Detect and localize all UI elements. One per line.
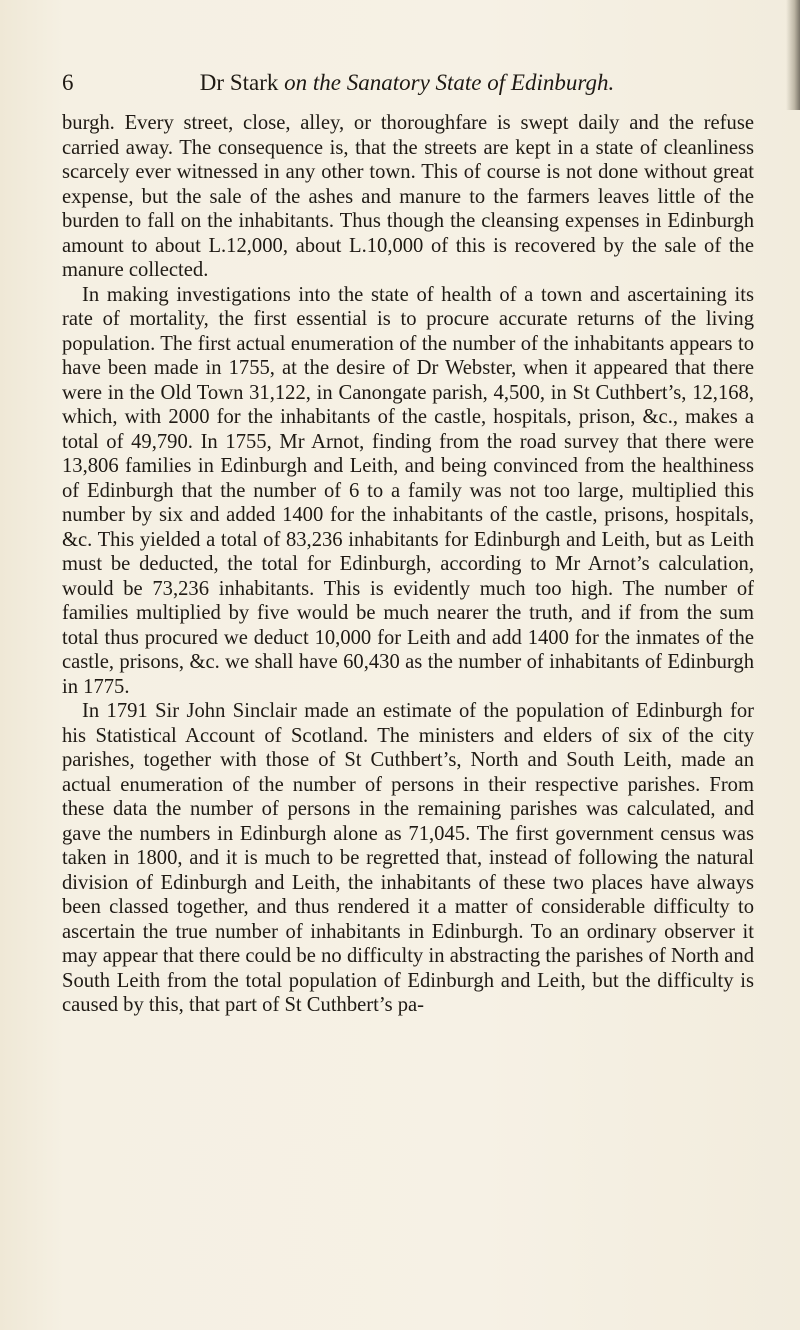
running-title — [62, 70, 752, 96]
running-header — [62, 64, 752, 104]
page-edge-shadow — [786, 0, 800, 110]
running-title-italic: on the Sanatory State of Edinburgh. — [284, 70, 615, 95]
running-title-author: Dr Stark — [199, 70, 279, 95]
paragraph-2: In making investigations into the state of health of a town and ascertaining its rate of mortality, the first essential is to procure accurate returns of the living population. The first actual enumeration of the number of the inhabitants appears to have been made in 1755, at the desire of Dr Webster, when it appeared that there were in the Old Town 31,122, in Canongate parish, 4,500, in St Cuthbert’s, 12,168, which, with 2000 for the inhabitants of the castle, hospitals, prison, &c., makes a total of 49,790. In 1755, Mr Arnot, finding from the road survey that there were 13,806 families in Edinburgh and Leith, and being convinced from the healthiness of Edinburgh that the number of 6 to a family was not too large, multiplied this number by six and added 1400 for the inhabitants of the castle, prisons, hospitals, &c. This yielded a total of 83,236 inhabitants for Edinburgh and Leith, but as Leith must be deducted, the total for Edinburgh, according to Mr Arnot’s calculation, would be 73,236 inhabitants. This is evidently much too high. The number of families multiplied by five would be much nearer the truth, and if from the sum total thus procured we deduct 10,000 for Leith and add 1400 for the inmates of the castle, prisons, &c. we shall have 60,430 as the number of inhabitants of Edinburgh in 1775. — [62, 283, 754, 698]
paragraph-1: burgh. Every street, close, alley, or thoroughfare is swept daily and the refuse carried away. The consequence is, that the streets are kept in a state of cleanliness scarcely ever witnessed in any other town. This of course is not done without great expense, but the sale of the ashes and manure to the farmers leaves little of the burden to fall on the inhabitants. Thus though the cleansing expenses in Edinburgh amount to about L.12,000, about L.10,000 of this is recovered by the sale of the manure collected. — [62, 112, 754, 281]
page-number: 6 — [62, 70, 74, 95]
body-text — [62, 111, 754, 1018]
paragraph-3: In 1791 Sir John Sinclair made an estimate of the population of Edinburgh for his Statistical Account of Scotland. The ministers and elders of six of the city parishes, together with those of St Cuthbert’s, North and South Leith, made an actual enumeration of the number of persons in their respective parishes. From these data the number of persons in the remaining parishes was calculated, and gave the numbers in Edinburgh alone as 71,045. The first government census was taken in 1800, and it is much to be regretted that, instead of following the natural division of Edinburgh and Leith, the inhabitants of these two places have always been classed together, and thus rendered it a matter of considerable difficulty to ascertain the true number of inhabitants in Edinburgh. To an ordinary observer it may appear that there could be no difficulty in abstracting the parishes of North and South Leith from the total population of Edinburgh and Leith, but the difficulty is caused by this, that part of St Cuthbert’s pa- — [62, 700, 754, 1016]
